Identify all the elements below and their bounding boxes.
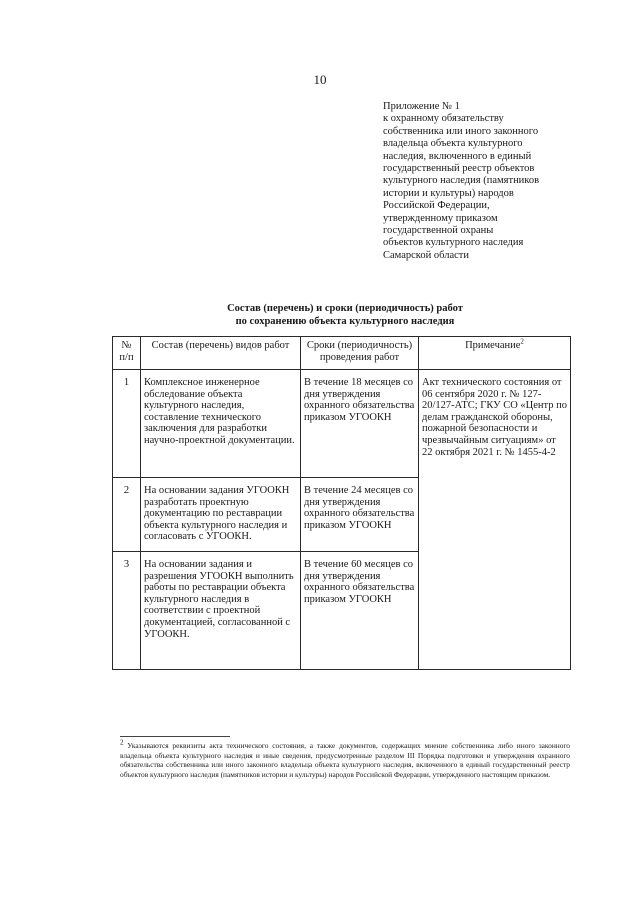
row-num: 1 [113, 370, 141, 478]
header-note-label: Примечание [465, 340, 521, 351]
footnote [120, 738, 570, 779]
appendix-line: Российской Федерации, [383, 200, 490, 212]
header-note [419, 337, 571, 370]
title-line-1: Состав (перечень) и сроки (периодичность) работ [227, 303, 463, 314]
appendix-line: утвержденному приказом [383, 212, 498, 224]
appendix-line: объектов культурного наследия [383, 237, 524, 249]
appendix-line: Самарской области [383, 249, 469, 261]
row-terms: В течение 24 месяцев со дня утверждения охранного обязательства приказом УГООКН [301, 478, 419, 552]
header-note-footnote-mark: 2 [520, 337, 524, 346]
row-works: На основании задания и разрешения УГООКН выполнить работы по реставрации объекта культурного наследия в соответствии с проектной документацией, согласованной с УГООКН. [141, 552, 301, 670]
footnote-mark: 2 [120, 738, 124, 747]
appendix-line: Приложение № 1 [383, 101, 460, 112]
row-num: 3 [113, 552, 141, 670]
row-terms: В течение 18 месяцев со дня утверждения охранного обязательства приказом УГООКН [301, 370, 419, 478]
row-terms: В течение 60 месяцев со дня утверждения охранного обязательства приказом УГООКН [301, 552, 419, 670]
appendix-line: наследия, включенного в единый [383, 150, 532, 162]
row-note: Акт технического состояния от 06 сентября 2020 г. № 127-20/127-АТС; ГКУ СО «Центр по делам гражданской обороны, пожарной безопасности и чрезвычайным ситуациям» от 22 октября 2021 г. № 1455-4-2 [419, 370, 571, 670]
page-number: 10 [313, 72, 327, 87]
appendix-line: к охранному обязательству [383, 113, 504, 125]
header-works: Состав (перечень) видов работ [141, 337, 301, 370]
header-terms: Сроки (периодичность) проведения работ [301, 337, 419, 370]
appendix-line: собственника или иного законного [383, 125, 539, 137]
appendix-line: культурного наследия (памятников [383, 175, 540, 187]
title-line-2: по сохранению объекта культурного наследия [235, 316, 455, 327]
row-works: На основании задания УГООКН разработать проектную документацию по реставрации объекта культурного наследия и согласовать с УГООКН. [141, 478, 301, 552]
appendix-block [383, 101, 598, 262]
footnote-divider [120, 736, 230, 737]
appendix-line: истории и культуры) народов [383, 187, 514, 199]
footnote-text: Указываются реквизиты акта технического состояния, а также документов, содержащих мнение собственника либо иного законного владельца объекта культурного наследия и иные сведения, предусмотренные разделом III Порядка подготовки и утверждения охранного обязательства собственника или иного законного владельца объекта культурного наследия, включенного в единый государственный реестр объектов культурного наследия (памятников истории и культуры) народов Российской Федерации, утвержденного настоящим приказом. [120, 741, 570, 779]
table-header-row [113, 337, 571, 370]
appendix-line: государственной охраны [383, 225, 494, 237]
row-works: Комплексное инженерное обследование объекта культурного наследия, составление технического заключения для разработки научно-проектной документации. [141, 370, 301, 478]
document-title [120, 302, 570, 328]
table-row [113, 370, 571, 478]
appendix-line: владельца объекта культурного [383, 138, 523, 150]
works-table [112, 336, 571, 670]
appendix-line: государственный реестр объектов [383, 163, 535, 175]
header-num: № п/п [113, 337, 141, 370]
row-num: 2 [113, 478, 141, 552]
